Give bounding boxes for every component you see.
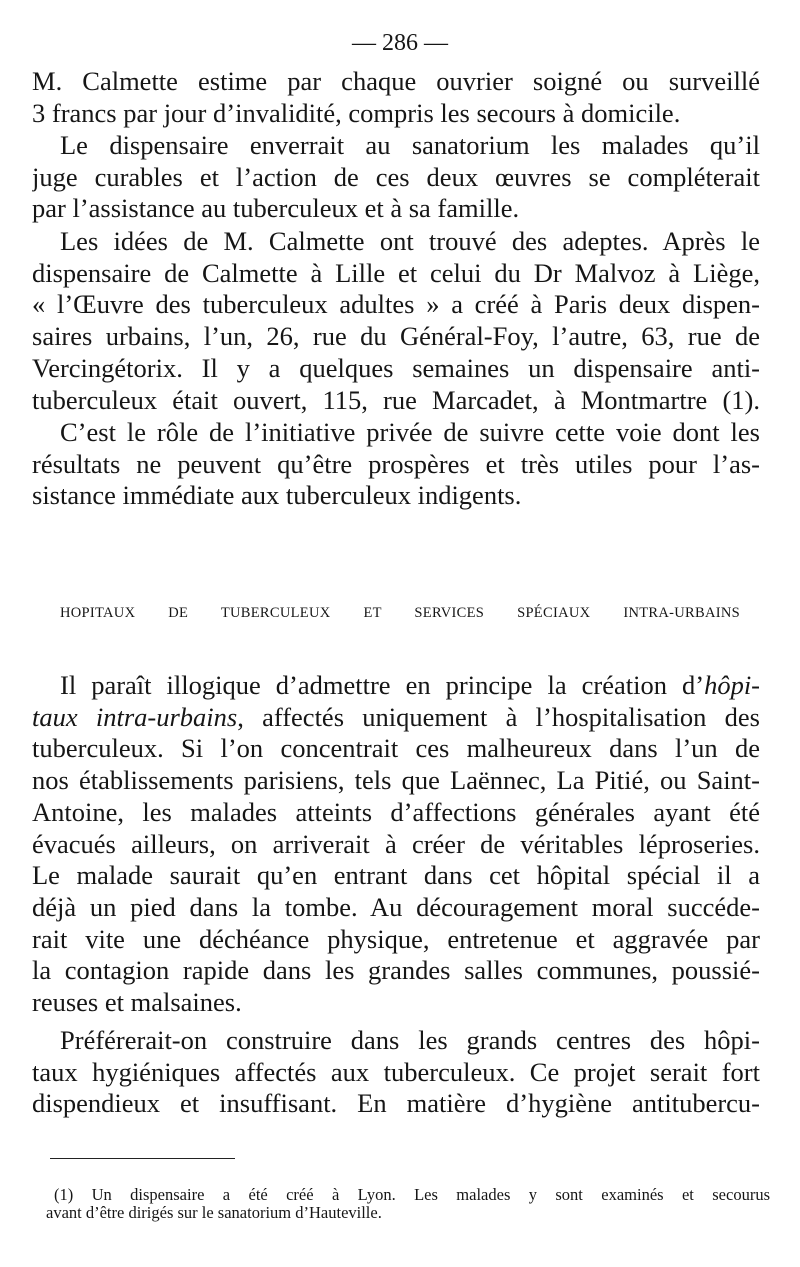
paragraph-hopitaux-hygieniques [32, 1025, 760, 1120]
text-line: Vercingétorix. Il y a quelques semaines un dispensaire anti- [32, 352, 760, 383]
text-line: déjà un pied dans la tombe. Au découragement moral succéde- [32, 891, 760, 922]
footnote [46, 1186, 770, 1222]
text-line: tuberculeux était ouvert, 115, rue Marcadet, à Montmartre (1). [32, 384, 760, 415]
text-line: reuses et malsaines. [32, 987, 242, 1018]
paragraph-dispensaire-sanatorium [32, 130, 760, 225]
text-line: nos établissements parisiens, tels que Laënnec, La Pitié, ou Saint- [32, 765, 760, 796]
text-line: la contagion rapide dans les grandes salles communes, poussié- [32, 955, 760, 986]
text-line: juge curables et l’action de ces deux œuvres se compléterait [32, 161, 760, 192]
text-line: Le malade saurait qu’en entrant dans cet hôpital spécial il a [32, 860, 760, 891]
text-line: Antoine, les malades atteints d’affections générales ayant été [32, 796, 760, 827]
page-number: — 286 — [352, 30, 448, 56]
paragraph-hopitaux-intra-urbains [32, 670, 760, 1019]
italic-text: hôpi- [704, 670, 760, 700]
text-line: Les idées de M. Calmette ont trouvé des adeptes. Après le [60, 226, 760, 256]
text-run: , affectés uniquement à l’hospitalisation des [237, 701, 760, 732]
paragraph-initiative-privee [32, 417, 760, 512]
section-heading: HOPITAUX DE TUBERCULEUX ET SERVICES SPÉCIAUX INTRA-URBAINS [60, 605, 740, 621]
text-line: C’est le rôle de l’initiative privée de suivre cette voie dont les [60, 417, 760, 447]
text-run: Il paraît illogique d’admettre en principe la création d’ [60, 670, 705, 700]
footnote-divider [50, 1158, 235, 1159]
text-line: évacués ailleurs, on arriverait à créer de véritables léproseries. [32, 828, 760, 859]
text-line: taux hygiéniques affectés aux tuberculeux. Ce projet serait fort [32, 1056, 760, 1087]
text-line: rait vite une déchéance physique, entretenue et aggravée par [32, 923, 760, 954]
italic-text: taux intra-urbains [32, 701, 238, 732]
paragraph-calmette-cost [32, 66, 760, 129]
text-line: « l’Œuvre des tuberculeux adultes » a créé à Paris deux dispen- [32, 289, 760, 320]
text-line: sistance immédiate aux tuberculeux indigents. [32, 480, 522, 511]
text-line: saires urbains, l’un, 26, rue du Général-Foy, l’autre, 63, rue de [32, 321, 760, 352]
text-line: dispendieux et insuffisant. En matière d’hygiène antitubercu- [32, 1088, 760, 1119]
text-line: 3 francs par jour d’invalidité, compris les secours à domicile. [32, 97, 681, 128]
text-line: M. Calmette estime par chaque ouvrier soigné ou surveillé [32, 66, 760, 96]
footnote-line: (1) Un dispensaire a été créé à Lyon. Les malades y sont examinés et secourus [54, 1186, 770, 1204]
footnote-line: avant d’être dirigés sur le sanatorium d’Hauteville. [46, 1204, 382, 1222]
paragraph-idees-calmette [32, 226, 760, 416]
text-line [32, 702, 760, 734]
text-line: dispensaire de Calmette à Lille et celui du Dr Malvoz à Liège, [32, 257, 760, 288]
text-line: Préférerait-on construire dans les grands centres des hôpi- [60, 1025, 760, 1055]
text-line [32, 670, 760, 702]
text-line: tuberculeux. Si l’on concentrait ces malheureux dans l’un de [32, 733, 760, 764]
text-line: Le dispensaire enverrait au sanatorium les malades qu’il [60, 130, 760, 160]
text-line: résultats ne peuvent qu’être prospères et très utiles pour l’as- [32, 448, 760, 479]
text-line: par l’assistance au tuberculeux et à sa famille. [32, 193, 520, 224]
